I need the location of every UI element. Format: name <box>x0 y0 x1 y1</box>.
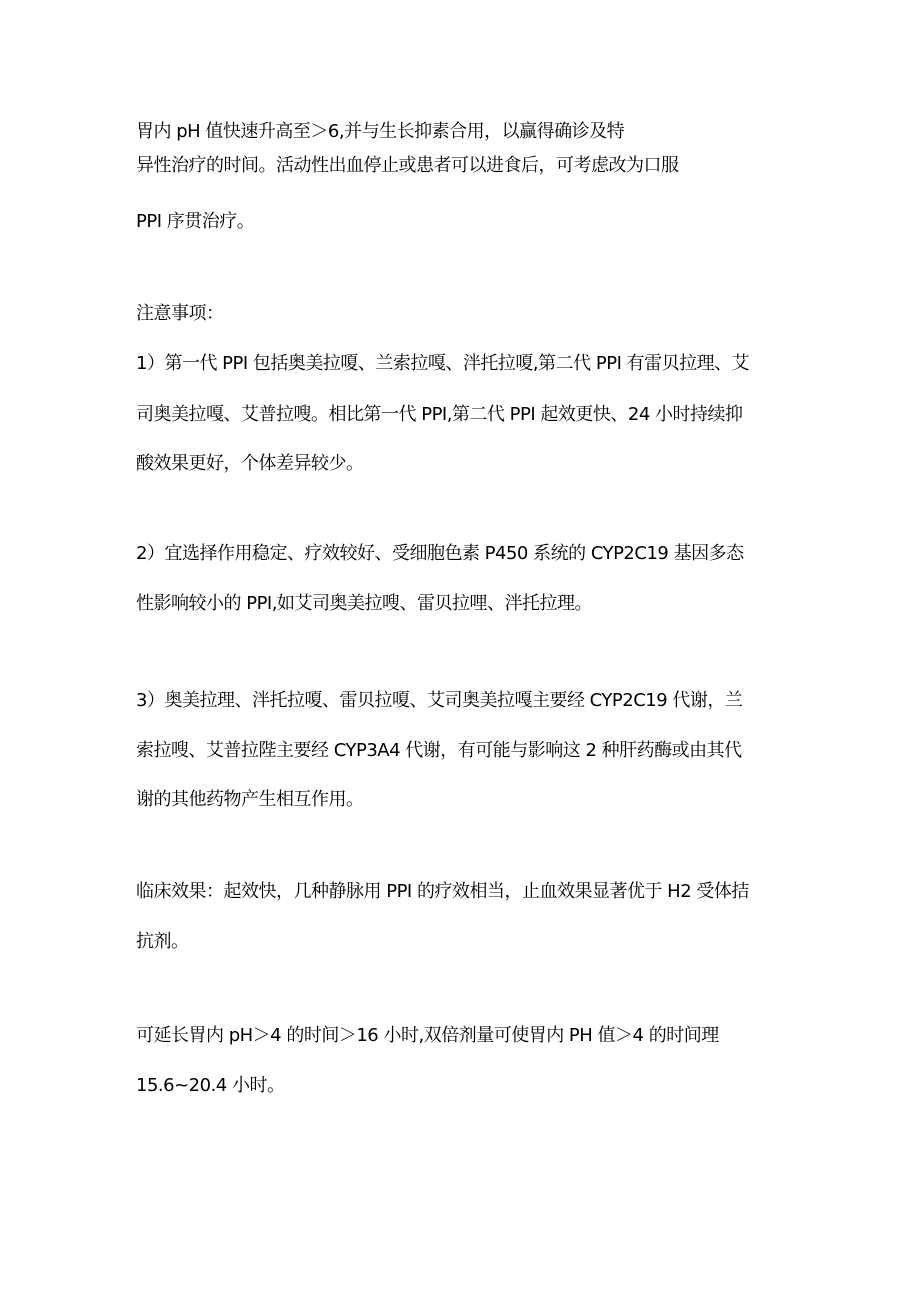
note-3-line-2: 索拉嗖、艾普拉陛主要经 CYP3A4 代谢，有可能与影响这 2 种肝药酶或由其代 <box>136 740 742 761</box>
clinical-line-2: 抗剂。 <box>136 931 189 952</box>
notes-heading: 注意事项： <box>136 303 224 324</box>
extend-line-1: 可延长胃内 pH＞4 的时间＞16 小时,双倍剂量可使胃内 PH 值＞4 的时间理 <box>136 1025 719 1046</box>
note-3-line-1: 3）奥美拉理、泮托拉嗄、雷贝拉嗄、艾司奥美拉嘎主要经 CYP2C19 代谢，兰 <box>136 690 743 711</box>
clinical-line-1: 临床效果：起效快，几种静脉用 PPI 的疗效相当，止血效果显著优于 H2 受体拮 <box>136 881 749 902</box>
note-2-line-1: 2）宜选择作用稳定、疗效较好、受细胞色素 P450 系统的 CYP2C19 基因多态 <box>136 543 744 564</box>
intro-line-2: 异性治疗的时间。活动性出血停止或患者可以进食后，可考虑改为口服 <box>136 155 679 176</box>
note-1-line-1: 1）第一代 PPI 包括奥美拉嗄、兰索拉嘎、泮托拉嗄,第二代 PPI 有雷贝拉理、艾 <box>136 353 750 374</box>
intro-line-3: PPI 序贯治疗。 <box>136 211 255 232</box>
note-1-line-2: 司奥美拉嘎、艾普拉嗖。相比第一代 PPI,第二代 PPI 起效更快、24 小时持续抑 <box>136 404 743 425</box>
note-2-line-2: 性影响较小的 PPI,如艾司奥美拉嗖、雷贝拉哩、泮托拉理。 <box>136 593 592 614</box>
extend-line-2: 15.6~20.4 小时。 <box>136 1075 285 1096</box>
note-3-line-3: 谢的其他药物产生相互作用。 <box>136 789 364 810</box>
note-1-line-3: 酸效果更好，个体差异较少。 <box>136 453 364 474</box>
intro-line-1: 胃内 pH 值快速升高至＞6,并与生长抑素合用，以赢得确诊及特 <box>136 121 625 142</box>
